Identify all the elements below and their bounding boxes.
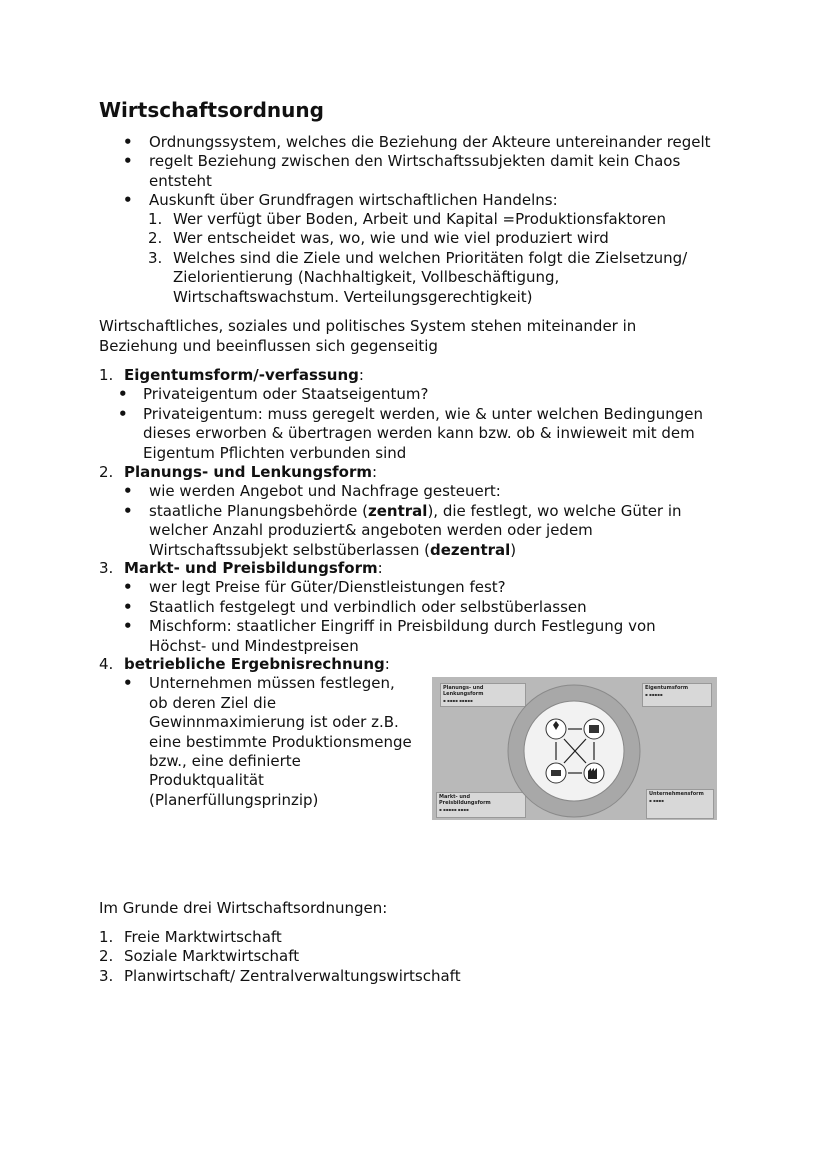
list-item-continuation: entsteht (149, 171, 212, 190)
list-item-continuation: Eigentum Pflichten verbunden sind (143, 443, 407, 462)
list-item-continuation: Höchst- und Mindestpreisen (149, 636, 359, 655)
list-item: 3. Planwirtschaft/ Zentralverwaltungswirtschaft (99, 966, 461, 985)
section-preisbildungsform (0, 559, 828, 656)
list-item-continuation: Gewinnmaximierung ist oder z.B. (149, 713, 399, 732)
list-item-continuation: Produktqualität (149, 771, 264, 790)
system-paragraph-line-2: Beziehung und beeinflussen sich gegenseitig (99, 337, 438, 355)
bullet-icon: • (123, 617, 133, 636)
list-item-continuation: Wirtschaftssubjekt selbstüberlassen (dezentral) (149, 540, 517, 559)
diagram-box-unternehmensform: Unternehmensform ▪ ▪▪▪▪ (646, 789, 714, 819)
list-item: • staatliche Planungsbehörde (zentral), die festlegt, wo welche Güter in (123, 501, 682, 520)
diagram-box-preisbildungsform: Markt- und Preisbildungsform ▪ ▪▪▪▪▪ ▪▪▪▪ (436, 792, 526, 818)
bullet-icon: • (123, 191, 133, 210)
section-heading: 1. Eigentumsform/-verfassung: (99, 366, 364, 384)
section-eigentumsform (0, 366, 828, 463)
list-item-continuation: (Planerfüllungsprinzip) (149, 790, 319, 809)
list-item: • Auskunft über Grundfragen wirtschaftlichen Handelns: (123, 191, 558, 210)
list-item-continuation: eine bestimmte Produktionsmenge (149, 732, 412, 751)
diagram-box-eigentumsform: Eigentumsform ▪ ▪▪▪▪▪ (642, 683, 712, 707)
list-item: • Ordnungssystem, welches die Beziehung der Akteure untereinander regelt (123, 133, 711, 151)
diagram-circle (432, 677, 717, 820)
list-item: • wie werden Angebot und Nachfrage gesteuert: (123, 482, 501, 501)
bullet-icon: • (118, 385, 128, 404)
ordnungen-list (0, 928, 828, 986)
list-item-continuation: dieses erworben & übertragen werden kann bzw. ob & inwieweit mit dem (143, 424, 695, 443)
list-item-continuation: welcher Anzahl produziert& angeboten werden oder jedem (149, 521, 593, 540)
list-item-continuation: Wirtschaftswachstum. Verteilungsgerechtigkeit) (173, 287, 533, 306)
bullet-icon: • (123, 133, 133, 151)
list-item-continuation: Zielorientierung (Nachhaltigkeit, Vollbeschäftigung, (173, 268, 560, 287)
list-item-continuation: bzw., eine definierte (149, 751, 301, 770)
list-item: • Privateigentum oder Staatseigentum? (118, 385, 429, 404)
list-item: • regelt Beziehung zwischen den Wirtschaftssubjekten damit kein Chaos (123, 152, 681, 171)
list-item: 1. Wer verfügt über Boden, Arbeit und Kapital =Produktionsfaktoren (148, 210, 666, 228)
bullet-icon: • (123, 674, 133, 693)
list-item: 1. Freie Marktwirtschaft (99, 928, 282, 946)
section-ergebnisrechnung (0, 655, 430, 810)
bullet-icon: • (123, 501, 133, 520)
bullet-icon: • (123, 578, 133, 597)
list-item: 2. Wer entscheidet was, wo, wie und wie viel produziert wird (148, 229, 609, 248)
bullet-icon: • (123, 482, 133, 501)
intro-bullet-list (0, 133, 828, 211)
list-item: • Mischform: staatlicher Eingriff in Preisbildung durch Festlegung von (123, 617, 656, 636)
section-heading: 2. Planungs- und Lenkungsform: (99, 463, 378, 481)
bullet-icon: • (123, 597, 133, 616)
list-item: 3. Welches sind die Ziele und welchen Prioritäten folgt die Zielsetzung/ (148, 248, 688, 267)
page-title: Wirtschaftsordnung (99, 98, 324, 122)
list-item: • wer legt Preise für Güter/Dienstleistungen fest? (123, 578, 506, 597)
section-heading: 3. Markt- und Preisbildungsform: (99, 559, 383, 577)
diagram-box-planungsform: Planungs- und Lenkungsform ▪ ▪▪▪▪ ▪▪▪▪▪ (440, 683, 526, 707)
list-item: • Staatlich festgelegt und verbindlich oder selbstüberlassen (123, 597, 587, 616)
grundfragen-list (0, 210, 828, 307)
system-paragraph-line-1: Wirtschaftliches, soziales und politisches System stehen miteinander in (99, 317, 637, 335)
section-heading: 4. betriebliche Ergebnisrechnung: (99, 655, 390, 673)
list-item: • Unternehmen müssen festlegen, (123, 674, 395, 693)
bullet-icon: • (118, 404, 128, 423)
bullet-icon: • (123, 152, 133, 171)
section-planungsform (0, 463, 828, 560)
list-item: • Privateigentum: muss geregelt werden, wie & unter welchen Bedingungen (118, 404, 704, 423)
wirtschaftsordnung-diagram-photo (432, 677, 717, 820)
list-item: 2. Soziale Marktwirtschaft (99, 947, 300, 966)
outro-paragraph: Im Grunde drei Wirtschaftsordnungen: (99, 899, 388, 917)
list-item-continuation: ob deren Ziel die (149, 693, 277, 712)
